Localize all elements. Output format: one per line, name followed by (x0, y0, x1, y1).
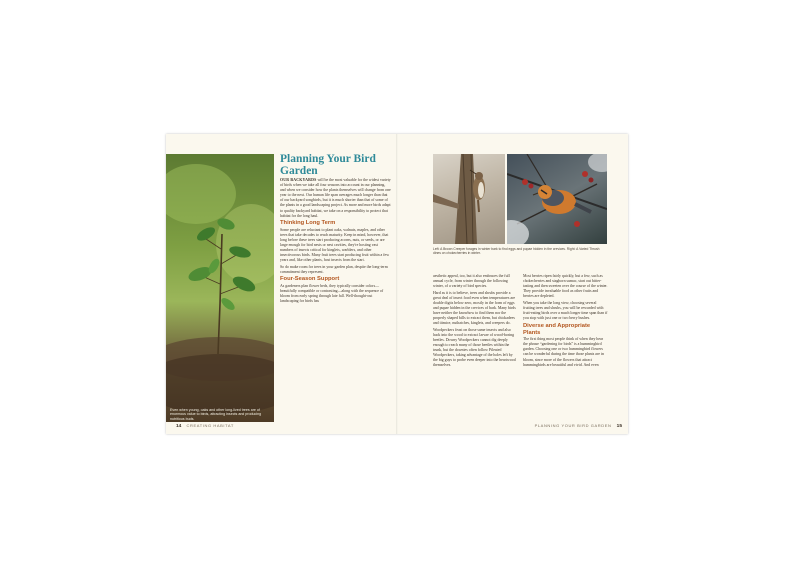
subhead-thinking-long-term: Thinking Long Term (280, 220, 336, 227)
thrush-illustration (507, 154, 607, 244)
right-page-number: 15 (616, 424, 622, 429)
long-term-paragraph-1: Some people are reluctant to plant oaks, walnuts, maples, and other trees that take decades to reach maturity. Keep in mind, however, that long before these trees start producing acorns, nuts, or seeds, or are large enough for bird nests or nest cavities, they're hosting vast numbers of insects critical for kinglets, warblers, and other insectivorous birds. Many fruit trees start producing fruit within a few years and, like other plants, host insects from the start. (280, 227, 390, 263)
subhead-diverse-plants: Diverse and Appropriate Plants (523, 322, 591, 336)
right-photo-caption: Left: A Brown Creeper forages in winter bark to find eggs and pupae hidden in the crevices. Right: A Varied Thrush dines on chokecherries in winter. (433, 247, 600, 255)
long-term-paragraph-2: So do make room for trees in your garden plan, despite the long-term commitment they represent. (280, 264, 388, 274)
left-text-column (280, 178, 391, 306)
right-col1-paragraph-2: Hard as it is to believe, trees and shrubs provide a great deal of insect food even when temperatures are double digits below zero, mostly in the form of eggs and pupae hidden in the crevices of bark. Many birds have neither the knowhow to find them nor the properly shaped bills to extract them, but chickadees and titmice, nuthatches, kinglets, and creepers do. (433, 290, 516, 326)
left-page-number: 14 (176, 424, 182, 429)
varied-thrush-photo (507, 154, 607, 244)
right-text-column-1 (433, 274, 517, 370)
left-folio (176, 423, 234, 429)
right-col2-paragraph-3: The first thing most people think of when they hear the phrase “gardening for birds” is a hummingbird garden. Choosing one or two hummingbird flowers can be wonderful during the time those plants are in bloom, since more of the flowers that attract hummingbirds are beautiful and vivid. And even (523, 337, 604, 367)
right-col1-paragraph-1: aesthetic appeal, too, but it also embraces the full annual cycle, from winter through the following winter, of a variety of bird species. (433, 274, 510, 289)
creeper-illustration (433, 154, 505, 244)
sapling-illustration (166, 154, 274, 422)
page-title: Planning Your Bird Garden (280, 153, 376, 177)
left-running-head: CREATING HABITAT (186, 423, 234, 428)
right-col2-paragraph-1: Most berries ripen fairly quickly, but a few, such as chokecherries and staghorn sumac, start out bitter-tasting and then sweeten over the course of the winter. They provide invaluable food as other fruits and berries are depleted. (523, 274, 608, 299)
right-text-column-2 (523, 274, 608, 369)
four-season-paragraph-1: As gardeners plan flower beds, they typically consider colors—beautifully compatible or contrasting—along with the sequence of bloom from early spring through late fall. Well-thought-out landscaping for birds has (280, 283, 384, 304)
right-running-head: PLANNING YOUR BIRD GARDEN (534, 423, 612, 428)
intro-text: will be the most valuable for the widest variety of birds when we take all four seasons into account in our planning, and when we consider how the plants themselves will change from one year to the next. Our human life span averages much longer than that of our backyard songbirds, but it is much shorter than that of some of the plants in a good landscaping project. As more and more birds adapt to quality backyard habitat, we take on a responsibility to protect that habitat for the long haul. (280, 178, 391, 218)
right-col1-paragraph-3: Woodpeckers feast on those same insects and also hack into the wood to extract larvae of wood-boring beetles. Downy Woodpeckers cannot dig deeply enough to reach many of those beetles within the trunk, but the downies often follow Pileated Woodpeckers, taking advantage of the holes left by the big guys to probe even deeper into the heartwood themselves. (433, 327, 516, 368)
oak-sapling-photo (166, 154, 274, 422)
page-gutter (396, 134, 398, 434)
intro-lead: OUR BACKYARDS (280, 178, 317, 182)
right-folio (535, 423, 622, 429)
left-photo-caption: Even when young, oaks and other long-lived trees are of enormous value to birds, attracting insects and producing nutritious buds. (170, 408, 262, 421)
intro-paragraph (280, 178, 391, 219)
brown-creeper-photo (433, 154, 505, 244)
subhead-four-season-support: Four-Season Support (280, 276, 340, 283)
left-page (166, 134, 397, 434)
book-spread (166, 134, 628, 434)
right-col2-paragraph-2: When you take the long view, choosing several fruiting trees and shrubs, you will be rewarded with fruit-eating birds over a much longer time span than if you stop with just one or two berry bushes. (523, 300, 608, 321)
